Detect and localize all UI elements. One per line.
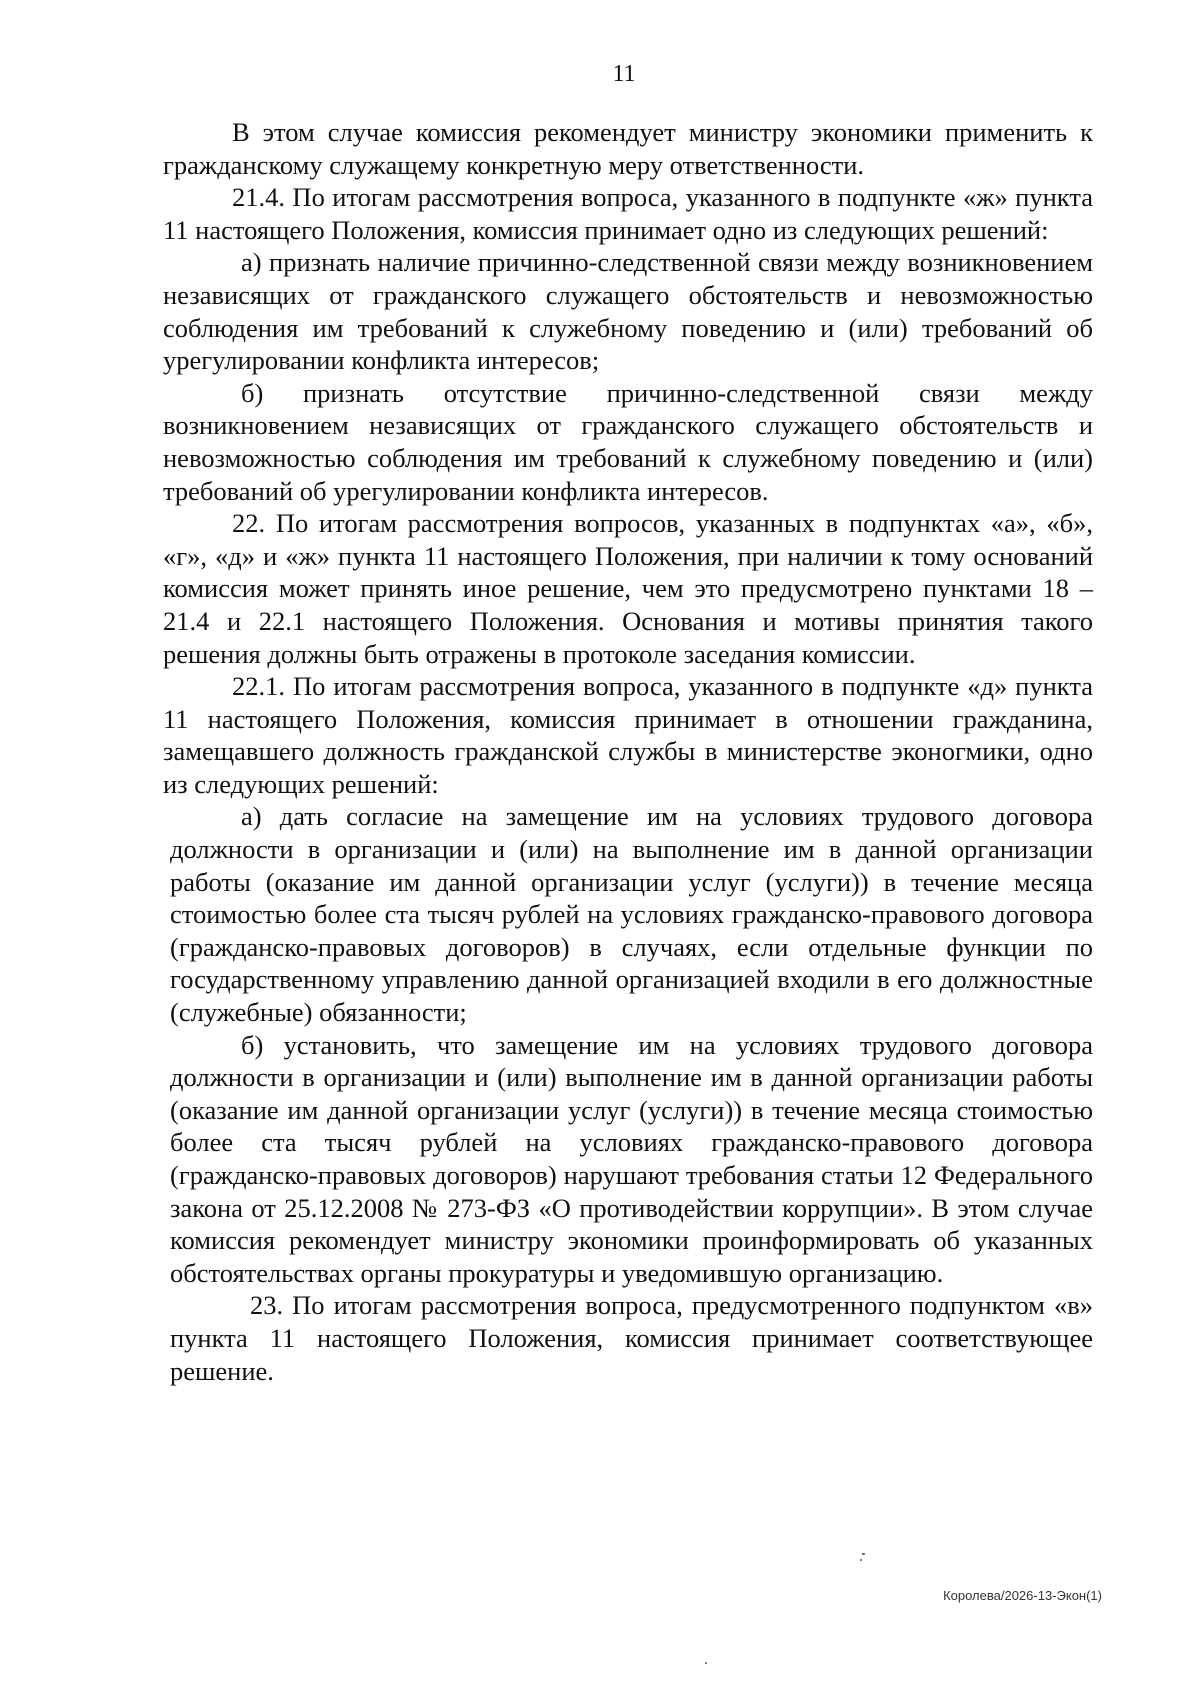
paragraph-22-1-b: б) установить, что замещение им на условиях трудового договора должности в организации и (или) выполнение им в данной организации работы (оказание им данной организации услуг (услуги)) в течение месяца стоимостью более ста тысяч рублей на условиях гражданско-правового договора (гражданско-правовых договоров) нарушают требования статьи 12 Федерального закона от 25.12.2008 № 273-ФЗ «О противодействии коррупции». В этом случае комиссия рекомендует министру экономики проинформировать об указанных обстоятельствах органы прокуратуры и уведомившую организацию. (170, 1029, 1093, 1288)
paragraph-21-4: 21.4. По итогам рассмотрения вопроса, указанного в подпункте «ж» пункта 11 настоящего Положения, комиссия принимает одно из следующих решений: (163, 182, 1093, 245)
paragraph-21-4-a: а) признать наличие причинно-следственной связи между возникновением независящих от гражданского служащего обстоятельств и невозможностью соблюдения им требований к служебному поведению и (или) требований об урегулировании конфликта интересов; (163, 247, 1093, 376)
scan-speck (705, 1662, 707, 1664)
paragraph-22-1: 22.1. По итогам рассмотрения вопроса, указанного в подпункте «д» пункта 11 настоящего Положения, комиссия принимает в отношении гражданина, замещавшего должность гражданской службы в министерстве эконогмики, одно из следующих решений: (163, 671, 1093, 799)
page-number: 11 (612, 61, 636, 87)
scan-speck (862, 1553, 865, 1555)
paragraph-22: 22. По итогам рассмотрения вопросов, указанных в подпунктах «а», «б», «г», «д» и «ж» пункта 11 настоящего Положения, при наличии к тому оснований комиссия может принять иное решение, чем это предусмотрено пунктами 18 – 21.4 и 22.1 настоящего Положения. Основания и мотивы принятия такого решения должны быть отражены в протоколе заседания комиссии. (163, 508, 1093, 669)
paragraph-21-4-b: б) признать отсутствие причинно-следственной связи между возникновением независящих от гражданского служащего обстоятельств и невозможностью соблюдения им требований к служебному поведению и (или) требований об урегулировании конфликта интересов. (163, 377, 1093, 506)
document-body (163, 116, 1093, 1387)
paragraph-23: 23. По итогам рассмотрения вопроса, предусмотренного подпунктом «в» пункта 11 настоящего Положения, комиссия принимает соответствующее решение. (170, 1290, 1093, 1386)
paragraph-22-1-a: а) дать согласие на замещение им на условиях трудового договора должности в организации и (или) на выполнение им в данной организации работы (оказание им данной организации услуг (услуги)) в течение месяца стоимостью более ста тысяч рублей на условиях гражданско-правового договора (гражданско-правовых договоров) в случаях, если отдельные функции по государственному управлению данной организацией входили в его должностные (служебные) обязанности; (170, 801, 1093, 1028)
paragraph-commission-recommendation: В этом случае комиссия рекомендует министру экономики применить к гражданскому служащему конкретную меру ответственности. (163, 117, 1093, 180)
scan-speck (860, 1559, 862, 1561)
document-code: Королева/2026-13-Экон(1) (943, 1588, 1102, 1603)
